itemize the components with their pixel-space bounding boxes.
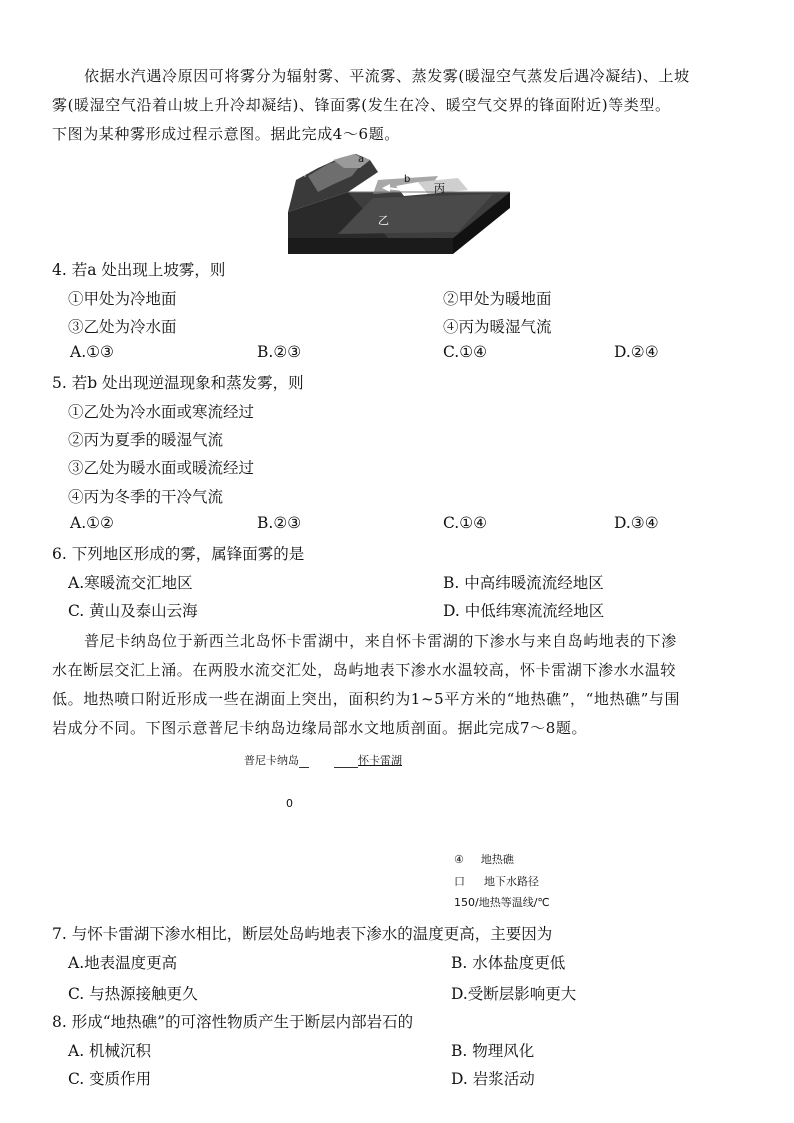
label-b: b bbox=[404, 174, 411, 185]
q6-stem: 6. 下列地区形成的雾，属锋面雾的是 bbox=[52, 545, 305, 563]
q4-statement-2: ②甲处为暖地面 bbox=[443, 290, 552, 308]
label-jia: 甲 bbox=[300, 168, 310, 179]
q6-option-d[interactable]: D. 中低纬寒流流经地区 bbox=[443, 602, 605, 620]
q8-option-b[interactable]: B. 物理风化 bbox=[451, 1042, 535, 1060]
groundwater-path-icon: 口 bbox=[454, 875, 465, 888]
q5-option-c[interactable]: C.①④ bbox=[443, 514, 488, 532]
q6-option-b[interactable]: B. 中高纬暖流流经地区 bbox=[443, 574, 604, 592]
label-bing: 丙 bbox=[434, 182, 445, 195]
q7-option-c[interactable]: C. 与热源接触更久 bbox=[68, 985, 198, 1003]
passage-geothermal-line-2: 水在断层交汇上涌。在两股水流交汇处，岛屿地表下渗水水温较高，怀卡雷湖下渗水水温较 bbox=[52, 661, 677, 679]
passage-geothermal bbox=[52, 627, 752, 743]
q7-stem: 7. 与怀卡雷湖下渗水相比，断层处岛屿地表下渗水的温度更高，主要因为 bbox=[52, 925, 553, 943]
label-a: a bbox=[358, 154, 365, 165]
q4-option-b[interactable]: B.②③ bbox=[257, 343, 302, 361]
fog-diagram-svg bbox=[278, 150, 513, 255]
passage-geothermal-line-4: 岩成分不同。下图示意普尼卡纳岛边缘局部水文地质剖面。据此完成7～8题。 bbox=[52, 719, 588, 737]
q4-statement-1: ①甲处为冷地面 bbox=[68, 290, 177, 308]
fig2-legend-isotherm: 150/地热等温线/℃ bbox=[454, 896, 550, 909]
passage-fog-line-2: 雾(暖湿空气沿着山坡上升冷却凝结)、锋面雾(发生在冷、暖空气交界的锋面附近)等类型。 bbox=[52, 96, 671, 114]
q8-option-a[interactable]: A. 机械沉积 bbox=[68, 1042, 152, 1060]
q5-option-b[interactable]: B.②③ bbox=[257, 514, 302, 532]
fig2-island-label: 普尼卡纳岛 bbox=[244, 752, 309, 768]
q5-option-a[interactable]: A.①② bbox=[70, 514, 114, 532]
q8-option-d[interactable]: D. 岩浆活动 bbox=[451, 1070, 535, 1088]
passage-fog-line-3: 下图为某种雾形成过程示意图。据此完成4～6题。 bbox=[52, 125, 400, 143]
passage-geothermal-line-3: 低。地热喷口附近形成一些在湖面上突出，面积约为1~5平方米的“地热礁”，“地热礁”与围 bbox=[52, 690, 681, 708]
q4-statement-4: ④丙为暖湿气流 bbox=[443, 318, 552, 336]
q6-option-a[interactable]: A.寒暖流交汇地区 bbox=[68, 574, 193, 592]
fog-formation-diagram bbox=[278, 150, 513, 255]
q5-statement-3: ③乙处为暖水面或暖流经过 bbox=[68, 459, 255, 477]
q7-option-a[interactable]: A.地表温度更高 bbox=[68, 954, 178, 972]
fig2-zero-label: 0 bbox=[286, 797, 293, 810]
q4-statement-3: ③乙处为冷水面 bbox=[68, 318, 177, 336]
label-yi: 乙 bbox=[378, 214, 389, 227]
q5-statement-2: ②丙为夏季的暖湿气流 bbox=[68, 431, 224, 449]
q4-option-c[interactable]: C.①④ bbox=[443, 343, 488, 361]
reef-symbol-icon: ④ bbox=[454, 853, 464, 866]
passage-fog bbox=[52, 62, 752, 149]
q4-option-d[interactable]: D.②④ bbox=[614, 343, 659, 361]
passage-fog-line-1: 依据水汽遇冷原因可将雾分为辐射雾、平流雾、蒸发雾(暖湿空气蒸发后遇冷凝结)、上坡 bbox=[84, 67, 690, 85]
q8-option-c[interactable]: C. 变质作用 bbox=[68, 1070, 152, 1088]
q5-option-d[interactable]: D.③④ bbox=[614, 514, 659, 532]
fig2-legend-reef: ④ 地热礁 bbox=[454, 853, 514, 866]
q4-stem: 4. 若a 处出现上坡雾，则 bbox=[52, 261, 226, 279]
q4-option-a[interactable]: A.①③ bbox=[70, 343, 114, 361]
passage-geothermal-line-1: 普尼卡纳岛位于新西兰北岛怀卡雷湖中，来自怀卡雷湖的下渗水与来自岛屿地表的下渗 bbox=[84, 632, 677, 650]
q6-option-c[interactable]: C. 黄山及泰山云海 bbox=[68, 602, 198, 620]
fig2-legend-groundwater: 口 地下水路径 bbox=[454, 875, 539, 888]
q5-statement-1: ①乙处为冷水面或寒流经过 bbox=[68, 403, 255, 421]
fig2-lake-label: 怀卡雷湖 bbox=[334, 752, 402, 768]
q7-option-b[interactable]: B. 水体盐度更低 bbox=[451, 954, 566, 972]
q5-stem: 5. 若b 处出现逆温现象和蒸发雾，则 bbox=[52, 374, 304, 392]
q5-statement-4: ④丙为冬季的干冷气流 bbox=[68, 488, 224, 506]
q8-stem: 8. 形成“地热礁”的可溶性物质产生于断层内部岩石的 bbox=[52, 1013, 414, 1031]
q7-option-d[interactable]: D.受断层影响更大 bbox=[451, 985, 577, 1003]
